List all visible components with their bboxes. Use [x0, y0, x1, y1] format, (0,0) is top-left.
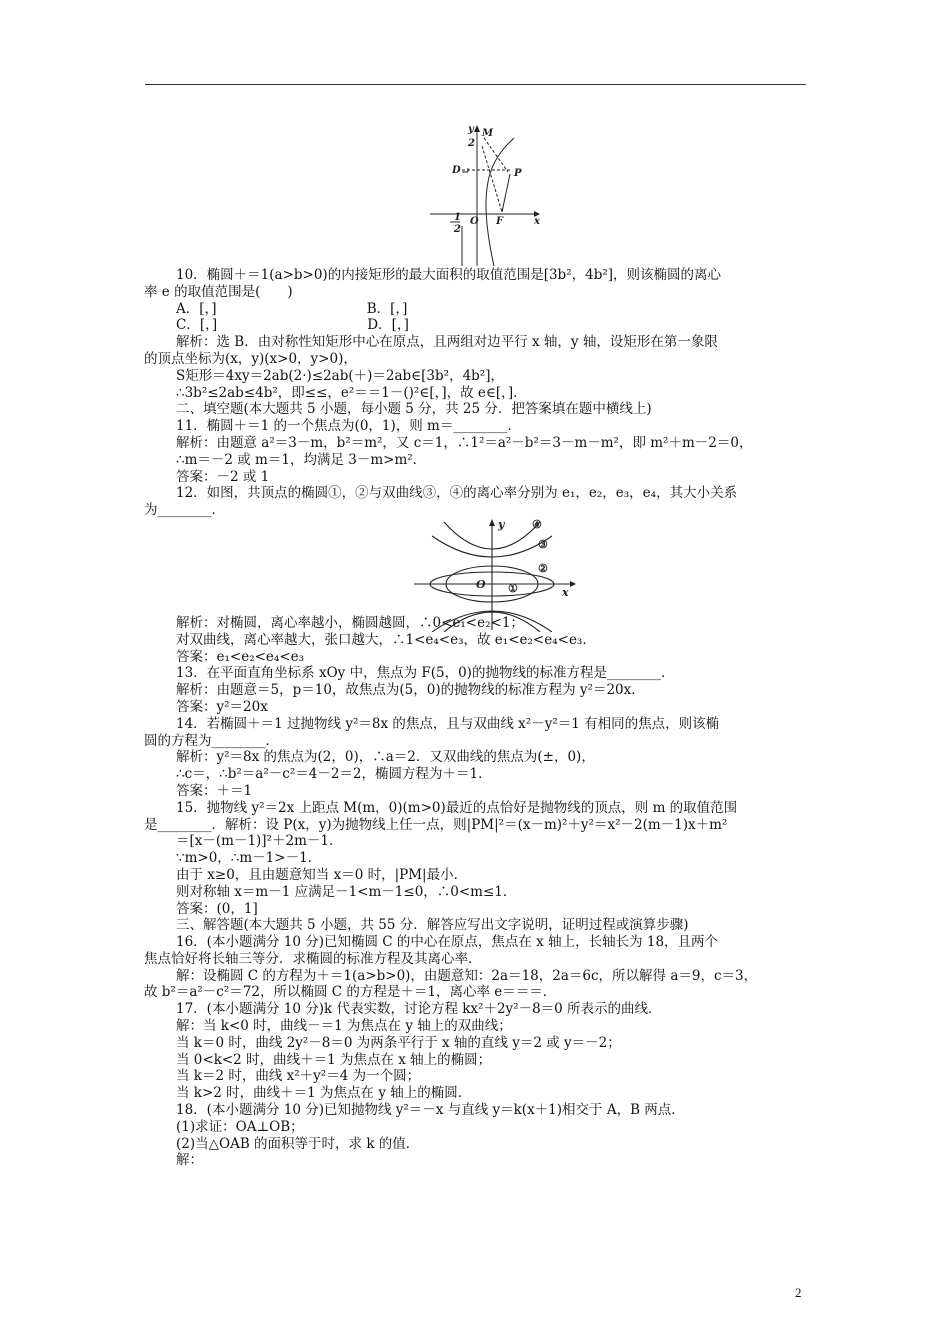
parabola-figure [430, 120, 548, 268]
fig2-label-3: ③ [538, 538, 548, 551]
text-line: 15．抛物线 y²＝2x 上距点 M(m，0)(m>0)最近的点恰好是抛物线的顶点，则 m 的取值范围 [176, 799, 738, 816]
text-line: 16．(本小题满分 10 分)已知椭圆 C 的中心在原点，焦点在 x 轴上，长轴长为 18，且两个 [176, 934, 719, 951]
text-line: 当 k>2 时，曲线＋＝1 为焦点在 y 轴上的椭圆． [176, 1085, 472, 1102]
text-line: ∴c＝，∴b²＝a²－c²＝4－2＝2，椭圆方程为＋＝1． [176, 766, 492, 783]
text-line: 10．椭圆＋＝1(a>b>0)的内接矩形的最大面积的取值范围是[3b²，4b²]，则该椭圆的离心 [176, 267, 722, 283]
text-line: 故 b²＝a²－c²＝72，所以椭圆 C 的方程是＋＝1，离心率 e＝＝＝． [144, 984, 557, 1001]
fig2-label-4: ④ [532, 518, 542, 531]
text-line: 对双曲线，离心率越大，张口越大，∴1<e₄<e₃，故 e₁<e₂<e₄<e₃． [176, 631, 596, 648]
fig2-label-1: ① [508, 582, 518, 595]
text-line: 解析：对椭圆，离心率越小，椭圆越圆，∴0<e₁<e₂<1； [176, 614, 524, 631]
fig1-label-m: M [482, 128, 494, 139]
text-line: ∴m＝－2 或 m＝1，均满足 3－m>m²． [176, 451, 427, 468]
text-line: 由于 x≥0，且由题意知当 x＝0 时，|PM|最小． [176, 866, 468, 883]
text-line: C．[，] D．[，] [176, 317, 409, 334]
text-line: 解析：由题意＝5，p＝10，故焦点为(5，0)的抛物线的标准方程为 y²＝20x． [176, 682, 645, 699]
fig1-label-2b: 2 [454, 224, 461, 235]
text-line: ∵m>0，∴m－1>－1． [176, 850, 322, 867]
fig1-label-f: F [496, 216, 504, 227]
text-line: 当 0<k<2 时，曲线＋＝1 为焦点在 x 轴上的椭圆； [176, 1051, 492, 1068]
body-text [144, 267, 816, 1169]
fig2-label-o: O [476, 578, 486, 591]
text-line: 则对称轴 x＝m－1 应满足－1<m－1≤0，∴0<m≤1． [176, 883, 517, 900]
text-line: 的顶点坐标为(x，y)(x>0，y>0)， [144, 350, 357, 367]
header-rule [145, 84, 806, 85]
text-line: 解析：由题意 a²＝3－m，b²＝m²，又 c＝1，∴1²＝a²－b²＝3－m－m²，即 m²＋m－2＝0， [176, 434, 753, 451]
text-line: 焦点恰好将长轴三等分．求椭圆的标准方程及其离心率． [144, 950, 482, 967]
fig1-label-o: O [470, 216, 479, 227]
fig2-label-2: ② [538, 562, 548, 575]
fig1-label-d: D [452, 165, 461, 176]
text-line: 解析：y²＝8x 的焦点为(2，0)，∴a＝2．又双曲线的焦点为(±，0)， [176, 749, 595, 766]
text-line: 答案：(0，1] [176, 900, 258, 917]
fig1-label-p: P [514, 168, 522, 179]
text-line: 答案：y²＝20x [176, 698, 268, 715]
text-line: 答案：e₁<e₂<e₄<e₃ [176, 648, 305, 665]
text-line: 答案：－2 或 1 [176, 468, 270, 485]
text-line: 是________．解析：设 P(x，y)为抛物线上任一点，则|PM|²＝(x－m)²＋y²＝x²－2(m－1)x＋m² [144, 816, 728, 833]
text-line: 答案：＋＝1 [176, 782, 253, 799]
text-line: 12．如图，共顶点的椭圆①，②与双曲线③，④的离心率分别为 e₁，e₂，e₃，e₄，其大小关系 [176, 485, 738, 502]
text-line: 解：设椭圆 C 的方程为＋＝1(a>b>0)，由题意知：2a＝18，2a＝6c，所以解得 a＝9，c＝3， [176, 967, 758, 984]
text-line: (1)求证：OA⊥OB； [176, 1118, 304, 1135]
text-line: 为________． [144, 502, 225, 519]
text-line: 17．(本小题满分 10 分)k 代表实数，讨论方程 kx²＋2y²－8＝0 所表示的曲线． [176, 1001, 662, 1018]
fig2-label-x: x [562, 586, 569, 599]
text-line: 13．在平面直角坐标系 xOy 中，焦点为 F(5，0)的抛物线的标准方程是________． [176, 665, 675, 682]
text-line: 11．椭圆＋＝1 的一个焦点为(0，1)，则 m＝________． [176, 418, 521, 435]
fig1-label-y: y [468, 124, 474, 135]
text-line: (2)当△OAB 的面积等于时，求 k 的值． [176, 1135, 420, 1152]
page-number: 2 [795, 1285, 802, 1300]
fig1-label-x: x [534, 216, 540, 227]
fig1-label-1: 1 [454, 212, 461, 223]
text-line: A．[，] B．[，] [176, 300, 408, 317]
fig2-label-y: y [498, 518, 505, 531]
text-line: S矩形＝4xy＝2ab(2·)≤2ab(＋)＝2ab∈[3b²，4b²]， [176, 367, 504, 384]
text-line: ＝[x－(m－1)]²＋2m－1． [176, 833, 343, 850]
text-line: 圆的方程为________． [144, 732, 279, 749]
text-line: 解析：选 B．由对称性知矩形中心在原点，且两组对边平行 x 轴，y 轴，设矩形在第一象限 [176, 334, 718, 351]
fig1-label-2: 2 [468, 138, 475, 149]
text-line: 14．若椭圆＋＝1 过抛物线 y²＝8x 的焦点，且与双曲线 x²－y²＝1 有相同的焦点，则该椭 [176, 715, 720, 732]
text-line: 解： [176, 1152, 203, 1169]
text-line: ∴3b²≤2ab≤4b²，即≤≤，e²＝＝1－()²∈[，]，故 e∈[，]． [176, 384, 527, 401]
text-line: 二、填空题(本大题共 5 小题，每小题 5 分，共 25 分．把答案填在题中横线上) [176, 401, 652, 418]
text-line: 当 k＝0 时，曲线 2y²－8＝0 为两条平行于 x 轴的直线 y＝2 或 y＝－2； [176, 1034, 621, 1051]
text-line: 三、解答题(本大题共 5 小题，共 55 分．解答应写出文字说明，证明过程或演算步骤) [176, 917, 689, 934]
text-line: 解：当 k<0 时，曲线－＝1 为焦点在 y 轴上的双曲线； [176, 1018, 512, 1035]
text-line: 18．(本小题满分 10 分)已知抛物线 y²＝－x 与直线 y＝k(x＋1)相交于 A，B 两点． [176, 1102, 685, 1119]
text-line: 率 e 的取值范围是( ) [144, 283, 293, 300]
text-line: 当 k＝2 时，曲线 x²＋y²＝4 为一个圆； [176, 1068, 421, 1085]
